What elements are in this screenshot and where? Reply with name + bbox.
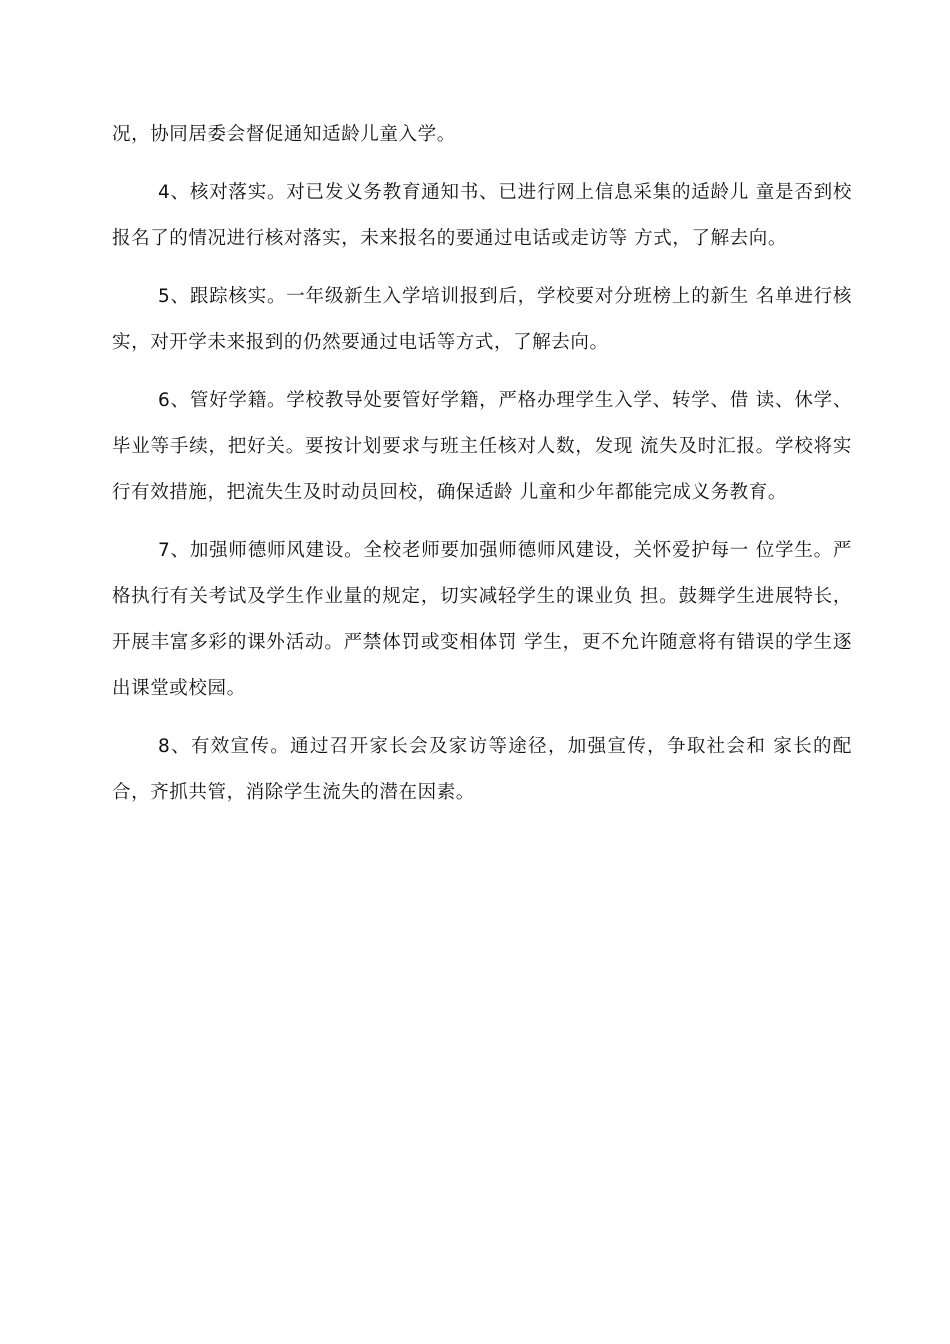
paragraph-item-4: 4、核对落实。对已发义务教育通知书、已进行网上信息采集的适龄儿 童是否到校报名了的情况进行核对落实，未来报名的要通过电话或走访等 方式，了解去向。 xyxy=(112,182,852,249)
paragraph-continuation: 况，协同居委会督促通知适龄儿童入学。 xyxy=(112,124,456,145)
paragraph-item-6: 6、管好学籍。学校教导处要管好学籍，严格办理学生入学、转学、借 读、休学、毕业等手续，把好关。要按计划要求与班主任核对人数，发现 流失及时汇报。学校将实行有效措施，把流失生及时动员回校，确保适龄 儿童和少年都能完成义务教育。 xyxy=(112,390,852,503)
paragraph-item-8: 8、有效宣传。通过召开家长会及家访等途径，加强宣传，争取社会和 家长的配合，齐抓共管，消除学生流失的潜在因素。 xyxy=(112,736,852,803)
paragraph-item-7: 7、加强师德师风建设。全校老师要加强师德师风建设，关怀爱护每一 位学生。严格执行有关考试及学生作业量的规定，切实减轻学生的课业负 担。鼓舞学生进展特长，开展丰富多彩的课外活动。严禁体罚或变相体罚 学生，更不允许随意将有错误的学生逐出课堂或校园。 xyxy=(112,540,852,699)
document-body xyxy=(112,112,852,828)
paragraph-item-5: 5、跟踪核实。一年级新生入学培训报到后，学校要对分班榜上的新生 名单进行核实，对开学未来报到的仍然要通过电话等方式，了解去向。 xyxy=(112,286,852,353)
